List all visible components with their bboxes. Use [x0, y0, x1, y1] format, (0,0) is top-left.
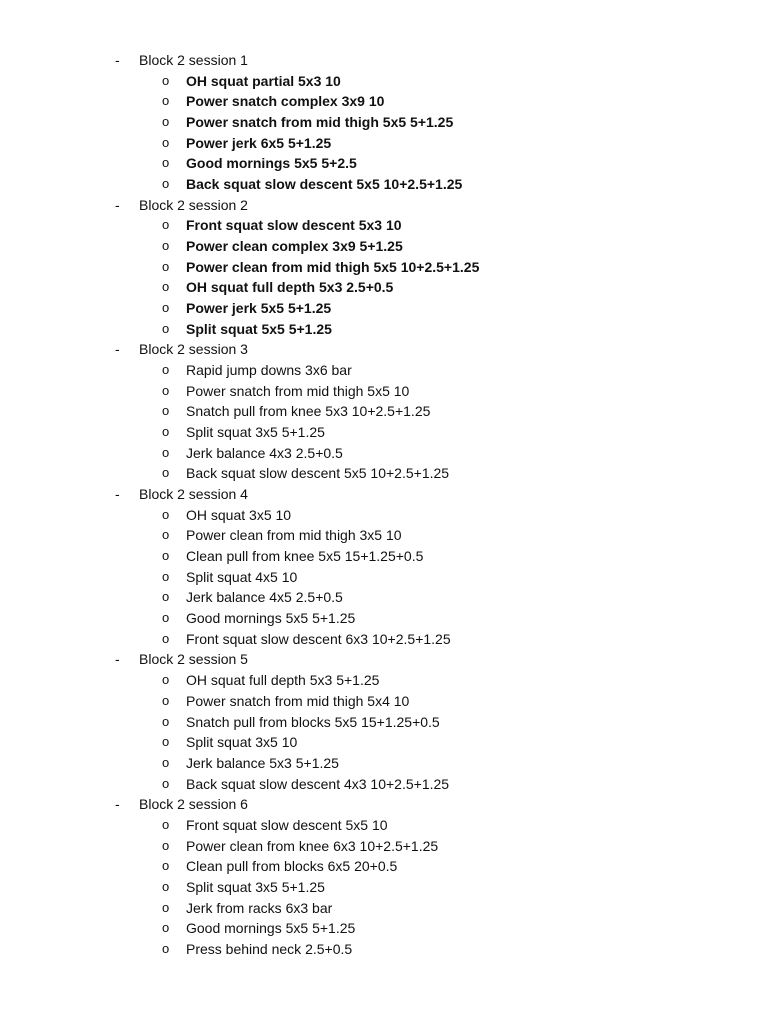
exercise-text: Press behind neck 2.5+0.5: [186, 940, 353, 957]
exercise-item: [0, 91, 768, 112]
exercise-item: [0, 71, 768, 92]
circle-bullet-icon: o: [162, 527, 170, 543]
session-heading: [0, 484, 768, 505]
exercise-text: Power clean from mid thigh 3x5 10: [186, 527, 402, 544]
exercise-text: Power clean from mid thigh 5x5 10+2.5+1.25: [186, 258, 480, 275]
exercise-item: [0, 463, 768, 484]
exercise-text: Jerk balance 4x5 2.5+0.5: [186, 589, 343, 606]
circle-bullet-icon: o: [162, 899, 170, 915]
exercise-text: Rapid jump downs 3x6 bar: [186, 362, 352, 379]
circle-bullet-icon: o: [162, 610, 170, 626]
exercise-text: Split squat 5x5 5+1.25: [186, 320, 332, 337]
exercise-text: Power snatch from mid thigh 5x5 5+1.25: [186, 114, 454, 131]
exercise-text: Snatch pull from knee 5x3 10+2.5+1.25: [186, 403, 431, 420]
session-heading: [0, 794, 768, 815]
circle-bullet-icon: o: [162, 920, 170, 936]
circle-bullet-icon: o: [162, 93, 170, 109]
exercise-item: [0, 215, 768, 236]
circle-bullet-icon: o: [162, 424, 170, 440]
session-heading: [0, 195, 768, 216]
circle-bullet-icon: o: [162, 672, 170, 688]
exercise-item: [0, 257, 768, 278]
circle-bullet-icon: o: [162, 713, 170, 729]
dash-bullet: -: [115, 796, 120, 813]
session-title: Block 2 session 4: [139, 486, 248, 503]
circle-bullet-icon: o: [162, 403, 170, 419]
exercise-text: Front squat slow descent 5x5 10: [186, 816, 388, 833]
circle-bullet-icon: o: [162, 465, 170, 481]
exercise-text: Back squat slow descent 5x5 10+2.5+1.25: [186, 465, 450, 482]
exercise-item: [0, 319, 768, 340]
dash-bullet: -: [115, 651, 120, 668]
session-title: Block 2 session 3: [139, 341, 248, 358]
circle-bullet-icon: o: [162, 362, 170, 378]
exercise-item: [0, 877, 768, 898]
dash-bullet: -: [115, 52, 120, 68]
circle-bullet-icon: o: [162, 878, 170, 894]
circle-bullet-icon: o: [162, 300, 170, 316]
exercise-item: [0, 670, 768, 691]
exercise-text: Jerk balance 4x3 2.5+0.5: [186, 444, 343, 461]
circle-bullet-icon: o: [162, 279, 170, 295]
session-heading: [0, 339, 768, 360]
exercise-item: [0, 236, 768, 257]
exercise-item: [0, 629, 768, 650]
circle-bullet-icon: o: [162, 238, 170, 254]
exercise-item: [0, 691, 768, 712]
exercise-text: Clean pull from knee 5x5 15+1.25+0.5: [186, 548, 424, 565]
circle-bullet-icon: o: [162, 589, 170, 605]
exercise-item: [0, 443, 768, 464]
exercise-item: [0, 939, 768, 960]
exercise-item: [0, 153, 768, 174]
exercise-item: [0, 546, 768, 567]
exercise-item: [0, 174, 768, 195]
circle-bullet-icon: o: [162, 444, 170, 460]
exercise-item: [0, 381, 768, 402]
dash-bullet: -: [115, 486, 120, 503]
circle-bullet-icon: o: [162, 176, 170, 192]
exercise-text: Power clean complex 3x9 5+1.25: [186, 238, 403, 255]
circle-bullet-icon: o: [162, 692, 170, 708]
circle-bullet-icon: o: [162, 568, 170, 584]
circle-bullet-icon: o: [162, 320, 170, 336]
circle-bullet-icon: o: [162, 258, 170, 274]
exercise-text: Snatch pull from blocks 5x5 15+1.25+0.5: [186, 713, 440, 730]
exercise-item: [0, 918, 768, 939]
exercise-item: [0, 567, 768, 588]
exercise-text: OH squat full depth 5x3 2.5+0.5: [186, 279, 394, 296]
exercise-item: [0, 608, 768, 629]
circle-bullet-icon: o: [162, 775, 170, 791]
exercise-item: [0, 401, 768, 422]
exercise-item: [0, 133, 768, 154]
exercise-text: Front squat slow descent 5x3 10: [186, 217, 402, 234]
dash-bullet: -: [115, 341, 120, 358]
exercise-text: Power jerk 6x5 5+1.25: [186, 134, 332, 151]
session-title: Block 2 session 1: [139, 52, 248, 68]
exercise-text: Jerk from racks 6x3 bar: [186, 899, 333, 916]
exercise-text: Power snatch from mid thigh 5x4 10: [186, 692, 410, 709]
exercise-text: Front squat slow descent 6x3 10+2.5+1.25: [186, 630, 451, 647]
session-title: Block 2 session 2: [139, 196, 248, 213]
exercise-item: [0, 712, 768, 733]
exercise-item: [0, 277, 768, 298]
circle-bullet-icon: o: [162, 630, 170, 646]
exercise-text: Back squat slow descent 5x5 10+2.5+1.25: [186, 176, 463, 193]
exercise-text: Power clean from knee 6x3 10+2.5+1.25: [186, 837, 439, 854]
circle-bullet-icon: o: [162, 114, 170, 130]
circle-bullet-icon: o: [162, 837, 170, 853]
exercise-item: [0, 112, 768, 133]
exercise-text: Clean pull from blocks 6x5 20+0.5: [186, 858, 398, 875]
exercise-item: [0, 360, 768, 381]
exercise-item: [0, 525, 768, 546]
workout-document: [0, 50, 768, 960]
exercise-text: Jerk balance 5x3 5+1.25: [186, 754, 339, 771]
exercise-item: [0, 298, 768, 319]
session-heading: [0, 649, 768, 670]
exercise-text: OH squat partial 5x3 10: [186, 72, 341, 89]
session-title: Block 2 session 6: [139, 796, 248, 813]
circle-bullet-icon: o: [162, 382, 170, 398]
exercise-text: OH squat 3x5 10: [186, 506, 292, 523]
exercise-item: [0, 505, 768, 526]
circle-bullet-icon: o: [162, 734, 170, 750]
exercise-item: [0, 732, 768, 753]
circle-bullet-icon: o: [162, 217, 170, 233]
exercise-text: Good mornings 5x5 5+1.25: [186, 610, 356, 627]
circle-bullet-icon: o: [162, 754, 170, 770]
circle-bullet-icon: o: [162, 72, 170, 88]
circle-bullet-icon: o: [162, 548, 170, 564]
exercise-item: [0, 753, 768, 774]
exercise-text: Power jerk 5x5 5+1.25: [186, 300, 332, 317]
circle-bullet-icon: o: [162, 858, 170, 874]
exercise-text: Good mornings 5x5 5+2.5: [186, 155, 357, 172]
session-heading: [0, 50, 768, 71]
exercise-item: [0, 422, 768, 443]
exercise-item: [0, 815, 768, 836]
exercise-text: Good mornings 5x5 5+1.25: [186, 920, 356, 937]
session-title: Block 2 session 5: [139, 651, 248, 668]
exercise-item: [0, 836, 768, 857]
circle-bullet-icon: o: [162, 816, 170, 832]
exercise-text: Split squat 3x5 5+1.25: [186, 424, 325, 441]
exercise-item: [0, 856, 768, 877]
circle-bullet-icon: o: [162, 506, 170, 522]
exercise-item: [0, 898, 768, 919]
exercise-text: Back squat slow descent 4x3 10+2.5+1.25: [186, 775, 450, 792]
exercise-item: [0, 587, 768, 608]
exercise-text: Power snatch from mid thigh 5x5 10: [186, 382, 410, 399]
exercise-text: Split squat 3x5 10: [186, 734, 298, 751]
circle-bullet-icon: o: [162, 134, 170, 150]
exercise-text: Power snatch complex 3x9 10: [186, 93, 385, 110]
exercise-text: Split squat 3x5 5+1.25: [186, 878, 325, 895]
circle-bullet-icon: o: [162, 940, 170, 956]
exercise-text: OH squat full depth 5x3 5+1.25: [186, 672, 380, 689]
exercise-item: [0, 774, 768, 795]
exercise-text: Split squat 4x5 10: [186, 568, 298, 585]
circle-bullet-icon: o: [162, 155, 170, 171]
dash-bullet: -: [115, 196, 120, 213]
